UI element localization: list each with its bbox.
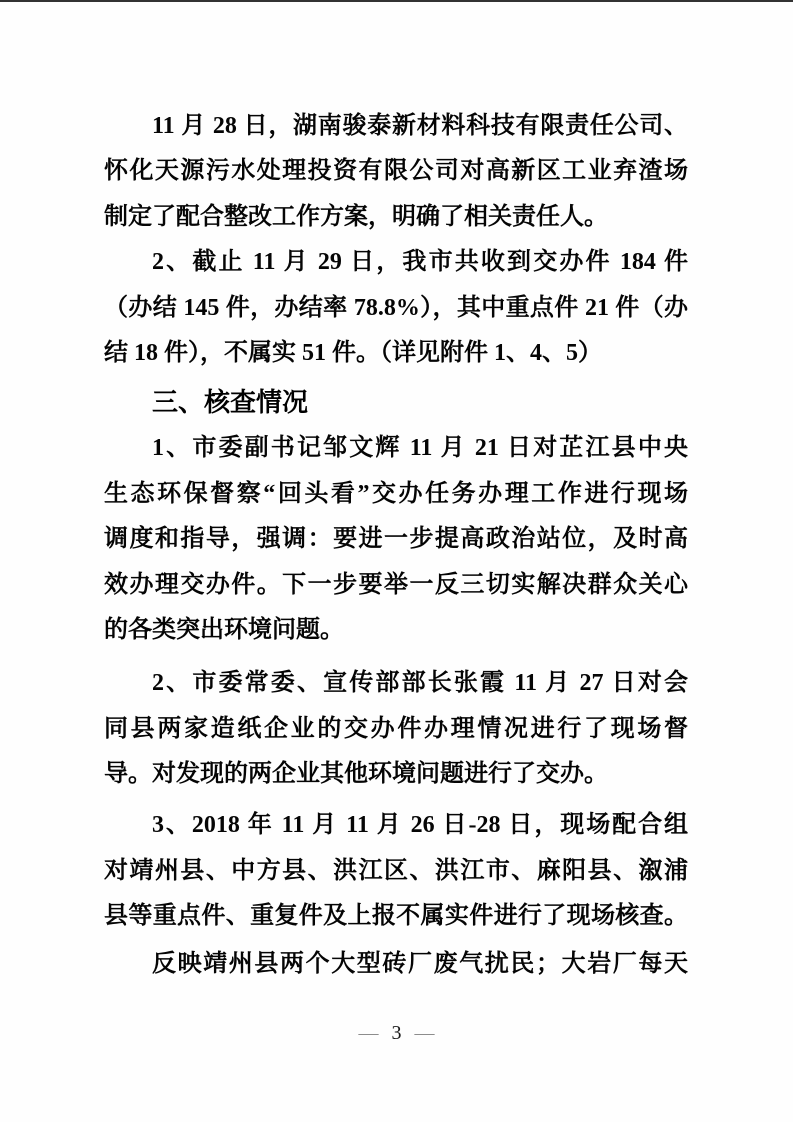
document-line: 生态环保督察“回头看”交办任务办理工作进行现场 [104, 480, 688, 507]
document-line: 县等重点件、重复件及上报不属实件进行了现场核查。 [104, 903, 688, 930]
scan-edge-line [0, 0, 793, 2]
document-line: 同县两家造纸企业的交办件办理情况进行了现场督 [104, 715, 688, 742]
document-line: 2、市委常委、宣传部部长张霞 11 月 27 日对会 [152, 670, 688, 697]
document-line: 反映靖州县两个大型砖厂废气扰民；大岩厂每天 [152, 950, 688, 977]
document-line: 对靖州县、中方县、洪江区、洪江市、麻阳县、溆浦 [104, 857, 688, 884]
document-line: 的各类突出环境问题。 [104, 616, 344, 643]
page-footer [0, 1022, 793, 1045]
document-line: 11 月 28 日，湖南骏泰新材料科技有限责任公司、 [152, 113, 688, 139]
document-line: 调度和指导，强调：要进一步提高政治站位，及时高 [104, 526, 688, 553]
document-line: 2、截止 11 月 29 日，我市共收到交办件 184 件 [152, 249, 688, 276]
paragraph [104, 104, 688, 240]
page-number: 3 [391, 1022, 402, 1044]
document-line: 怀化天源污水处理投资有限公司对高新区工业弃渣场 [104, 158, 688, 185]
paragraph [104, 426, 688, 653]
document-line: 效办理交办件。下一步要举一反三切实解决群众关心 [104, 571, 688, 598]
document-line: 1、市委副书记邹文辉 11 月 21 日对芷江县中央 [152, 435, 688, 462]
document-line: 结 18 件），不属实 51 件。（详见附件 1、4、5） [104, 339, 602, 366]
document-line: 3、2018 年 11 月 11 月 26 日-28 日，现场配合组 [152, 812, 688, 839]
document-line: 制定了配合整改工作方案，明确了相关责任人。 [104, 203, 608, 230]
paragraph [104, 661, 688, 797]
footer-dash-right: — [414, 1022, 435, 1044]
document-body [104, 104, 688, 987]
paragraph [104, 942, 688, 987]
paragraph [104, 240, 688, 376]
document-line: （办结 145 件，办结率 78.8%），其中重点件 21 件（办 [104, 294, 688, 321]
section-heading: 三、核查情况 [152, 387, 309, 418]
footer-dash-left: — [358, 1022, 379, 1044]
paragraph [104, 803, 688, 939]
document-line: 导。对发现的两企业其他环境问题进行了交办。 [104, 761, 608, 788]
